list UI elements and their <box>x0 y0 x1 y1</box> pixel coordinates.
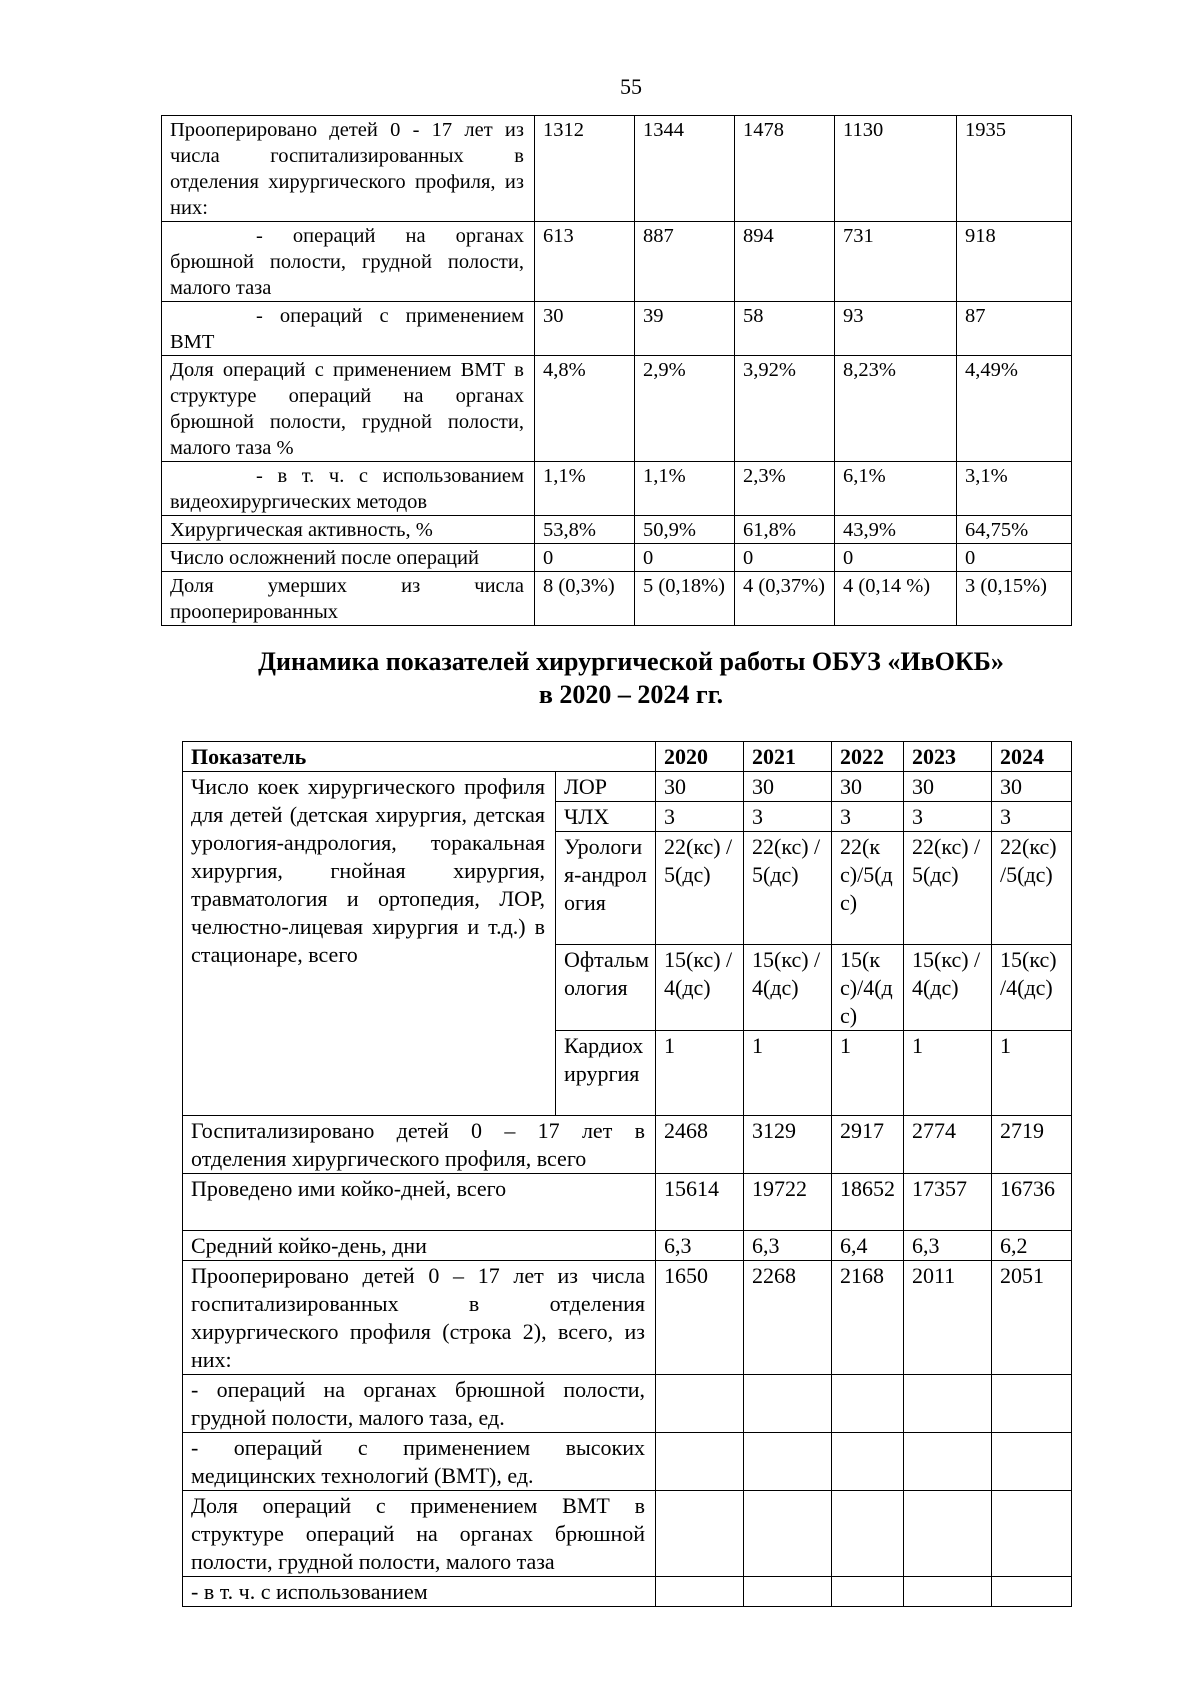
row-label: - операций с применением ВМТ <box>162 302 535 356</box>
table-row <box>183 1261 1072 1375</box>
cell-value: 53,8% <box>535 516 635 544</box>
cell-value: 1935 <box>957 116 1072 222</box>
table-row <box>183 772 1072 802</box>
cell-value <box>744 1433 832 1491</box>
cell-value: 22(кс) /5(дс) <box>904 832 992 945</box>
cell-value: 30 <box>744 772 832 802</box>
row-label: Доля умерших из числа прооперированных <box>162 572 535 626</box>
cell-value: 3 <box>832 802 904 832</box>
cell-value: 1130 <box>835 116 957 222</box>
table-row <box>162 222 1072 302</box>
cell-value: 613 <box>535 222 635 302</box>
cell-value: 19722 <box>744 1174 832 1231</box>
row-label: - операций на органах брюшной полости, грудной полости, малого таза, ед. <box>183 1375 656 1433</box>
cell-value <box>656 1433 744 1491</box>
table-row <box>162 462 1072 516</box>
cell-value: 2468 <box>656 1116 744 1174</box>
cell-value: 22(кс) /5(дс) <box>744 832 832 945</box>
cell-value: 61,8% <box>735 516 835 544</box>
table-row <box>183 1231 1072 1261</box>
row-label: Число осложнений после операций <box>162 544 535 572</box>
cell-value: 1 <box>656 1031 744 1116</box>
cell-value: 50,9% <box>635 516 735 544</box>
cell-value: 15(кс) /4(дс) <box>904 945 992 1031</box>
row-label: - в т. ч. с использованием <box>183 1577 656 1607</box>
table-row <box>162 516 1072 544</box>
cell-value <box>744 1375 832 1433</box>
cell-value: 3 <box>904 802 992 832</box>
cell-value: 0 <box>535 544 635 572</box>
cell-value: 0 <box>735 544 835 572</box>
cell-value <box>656 1577 744 1607</box>
row-label: Доля операций с применением ВМТ в структуре операций на органах брюшной полости, грудной полости, малого таза <box>183 1491 656 1577</box>
cell-value <box>904 1491 992 1577</box>
row-label: Прооперировано детей 0 - 17 лет из числа госпитализированных в отделения хирургического профиля, из них: <box>162 116 535 222</box>
cell-value: 8,23% <box>835 356 957 462</box>
cell-value: 1 <box>904 1031 992 1116</box>
cell-value: 2,9% <box>635 356 735 462</box>
cell-value: 30 <box>656 772 744 802</box>
cell-value <box>992 1433 1072 1491</box>
bed-profile: Урология-андрология <box>556 832 656 945</box>
table-row <box>183 1577 1072 1607</box>
cell-value: 2011 <box>904 1261 992 1375</box>
cell-value: 3 (0,15%) <box>957 572 1072 626</box>
row-label: - в т. ч. с использованием видеохирургических методов <box>162 462 535 516</box>
cell-value: 18652 <box>832 1174 904 1231</box>
cell-value: 2268 <box>744 1261 832 1375</box>
cell-value: 43,9% <box>835 516 957 544</box>
cell-value: 30 <box>904 772 992 802</box>
table-header-row <box>183 742 1072 772</box>
cell-value <box>832 1375 904 1433</box>
cell-value <box>656 1375 744 1433</box>
cell-value <box>904 1577 992 1607</box>
cell-value: 6,4 <box>832 1231 904 1261</box>
cell-value <box>832 1491 904 1577</box>
cell-value: 3129 <box>744 1116 832 1174</box>
cell-value: 3 <box>992 802 1072 832</box>
cell-value: 0 <box>957 544 1072 572</box>
cell-value: 3 <box>744 802 832 832</box>
header-year: 2020 <box>656 742 744 772</box>
row-label: - операций на органах брюшной полости, грудной полости, малого таза <box>162 222 535 302</box>
cell-value: 6,2 <box>992 1231 1072 1261</box>
cell-value: 58 <box>735 302 835 356</box>
cell-value <box>832 1577 904 1607</box>
row-label: Доля операций с применением ВМТ в структуре операций на органах брюшной полости, грудной полости, малого таза % <box>162 356 535 462</box>
cell-value: 5 (0,18%) <box>635 572 735 626</box>
cell-value: 15614 <box>656 1174 744 1231</box>
cell-value: 0 <box>635 544 735 572</box>
cell-value: 2719 <box>992 1116 1072 1174</box>
cell-value <box>832 1433 904 1491</box>
table-surgery-continued <box>161 115 1072 626</box>
cell-value: 22(кс)/5(дс) <box>832 832 904 945</box>
heading-line-1: Динамика показателей хирургической работы ОБУЗ «ИвОКБ» <box>258 647 1004 676</box>
cell-value: 30 <box>992 772 1072 802</box>
cell-value: 4,49% <box>957 356 1072 462</box>
table-row <box>162 544 1072 572</box>
cell-value: 1 <box>832 1031 904 1116</box>
cell-value: 0 <box>835 544 957 572</box>
table-row <box>162 572 1072 626</box>
cell-value: 1,1% <box>635 462 735 516</box>
section-heading <box>0 645 1200 711</box>
cell-value <box>904 1375 992 1433</box>
cell-value <box>992 1491 1072 1577</box>
cell-value: 6,3 <box>904 1231 992 1261</box>
row-label: Хирургическая активность, % <box>162 516 535 544</box>
row-label: Проведено ими койко-дней, всего <box>183 1174 656 1231</box>
cell-value: 1344 <box>635 116 735 222</box>
cell-value: 30 <box>832 772 904 802</box>
cell-value: 6,1% <box>835 462 957 516</box>
cell-value: 16736 <box>992 1174 1072 1231</box>
header-indicator: Показатель <box>183 742 656 772</box>
cell-value: 22(кс) /5(дс) <box>656 832 744 945</box>
cell-value: 2917 <box>832 1116 904 1174</box>
header-year: 2022 <box>832 742 904 772</box>
cell-value: 87 <box>957 302 1072 356</box>
bed-profile: ЛОР <box>556 772 656 802</box>
cell-value: 1 <box>992 1031 1072 1116</box>
cell-value: 1312 <box>535 116 635 222</box>
cell-value: 6,3 <box>656 1231 744 1261</box>
bed-profile: Кардиохирургия <box>556 1031 656 1116</box>
bed-profile: Офтальмология <box>556 945 656 1031</box>
cell-value: 64,75% <box>957 516 1072 544</box>
table-row <box>183 1433 1072 1491</box>
cell-value: 22(кс) /5(дс) <box>992 832 1072 945</box>
cell-value <box>904 1433 992 1491</box>
cell-value: 93 <box>835 302 957 356</box>
cell-value: 3,92% <box>735 356 835 462</box>
row-label: - операций с применением высоких медицинских технологий (ВМТ), ед. <box>183 1433 656 1491</box>
cell-value: 8 (0,3%) <box>535 572 635 626</box>
cell-value: 4 (0,37%) <box>735 572 835 626</box>
cell-value: 731 <box>835 222 957 302</box>
header-year: 2024 <box>992 742 1072 772</box>
cell-value: 2051 <box>992 1261 1072 1375</box>
cell-value <box>992 1375 1072 1433</box>
cell-value: 887 <box>635 222 735 302</box>
cell-value: 15(кс) /4(дс) <box>744 945 832 1031</box>
cell-value: 2774 <box>904 1116 992 1174</box>
row-label: Средний койко-день, дни <box>183 1231 656 1261</box>
header-year: 2023 <box>904 742 992 772</box>
cell-value: 894 <box>735 222 835 302</box>
table-row <box>162 116 1072 222</box>
header-year: 2021 <box>744 742 832 772</box>
row-label: Прооперировано детей 0 – 17 лет из числа госпитализированных в отделения хирургического профиля (строка 2), всего, из них: <box>183 1261 656 1375</box>
table-row <box>183 1375 1072 1433</box>
cell-value: 15(кс)/4(дс) <box>832 945 904 1031</box>
table-row <box>183 1116 1072 1174</box>
cell-value: 15(кс) /4(дс) <box>992 945 1072 1031</box>
cell-value: 1,1% <box>535 462 635 516</box>
cell-value: 1650 <box>656 1261 744 1375</box>
heading-line-2: в 2020 – 2024 гг. <box>538 680 724 709</box>
cell-value: 1478 <box>735 116 835 222</box>
page-number: 55 <box>620 74 642 99</box>
cell-value: 3 <box>656 802 744 832</box>
cell-value: 17357 <box>904 1174 992 1231</box>
table-row <box>183 1174 1072 1231</box>
table-surgery-dynamics <box>182 741 1072 1607</box>
cell-value <box>744 1577 832 1607</box>
cell-value: 918 <box>957 222 1072 302</box>
cell-value: 30 <box>535 302 635 356</box>
bed-profile: ЧЛХ <box>556 802 656 832</box>
cell-value: 3,1% <box>957 462 1072 516</box>
cell-value: 1 <box>744 1031 832 1116</box>
table-row <box>162 302 1072 356</box>
cell-value: 2168 <box>832 1261 904 1375</box>
cell-value: 4 (0,14 %) <box>835 572 957 626</box>
cell-value: 39 <box>635 302 735 356</box>
cell-value: 6,3 <box>744 1231 832 1261</box>
cell-value: 4,8% <box>535 356 635 462</box>
cell-value <box>992 1577 1072 1607</box>
row-label: Госпитализировано детей 0 – 17 лет в отделения хирургического профиля, всего <box>183 1116 656 1174</box>
table-row <box>183 1491 1072 1577</box>
cell-value <box>656 1491 744 1577</box>
cell-value: 15(кс) /4(дс) <box>656 945 744 1031</box>
cell-value <box>744 1491 832 1577</box>
table-row <box>162 356 1072 462</box>
cell-value: 2,3% <box>735 462 835 516</box>
beds-label: Число коек хирургического профиля для детей (детская хирургия, детская урология-андрология, торакальная хирургия, гнойная хирургия, травматология и ортопедия, ЛОР, челюстно-лицевая хирургия и т.д.) в стационаре, всего <box>183 772 556 1116</box>
